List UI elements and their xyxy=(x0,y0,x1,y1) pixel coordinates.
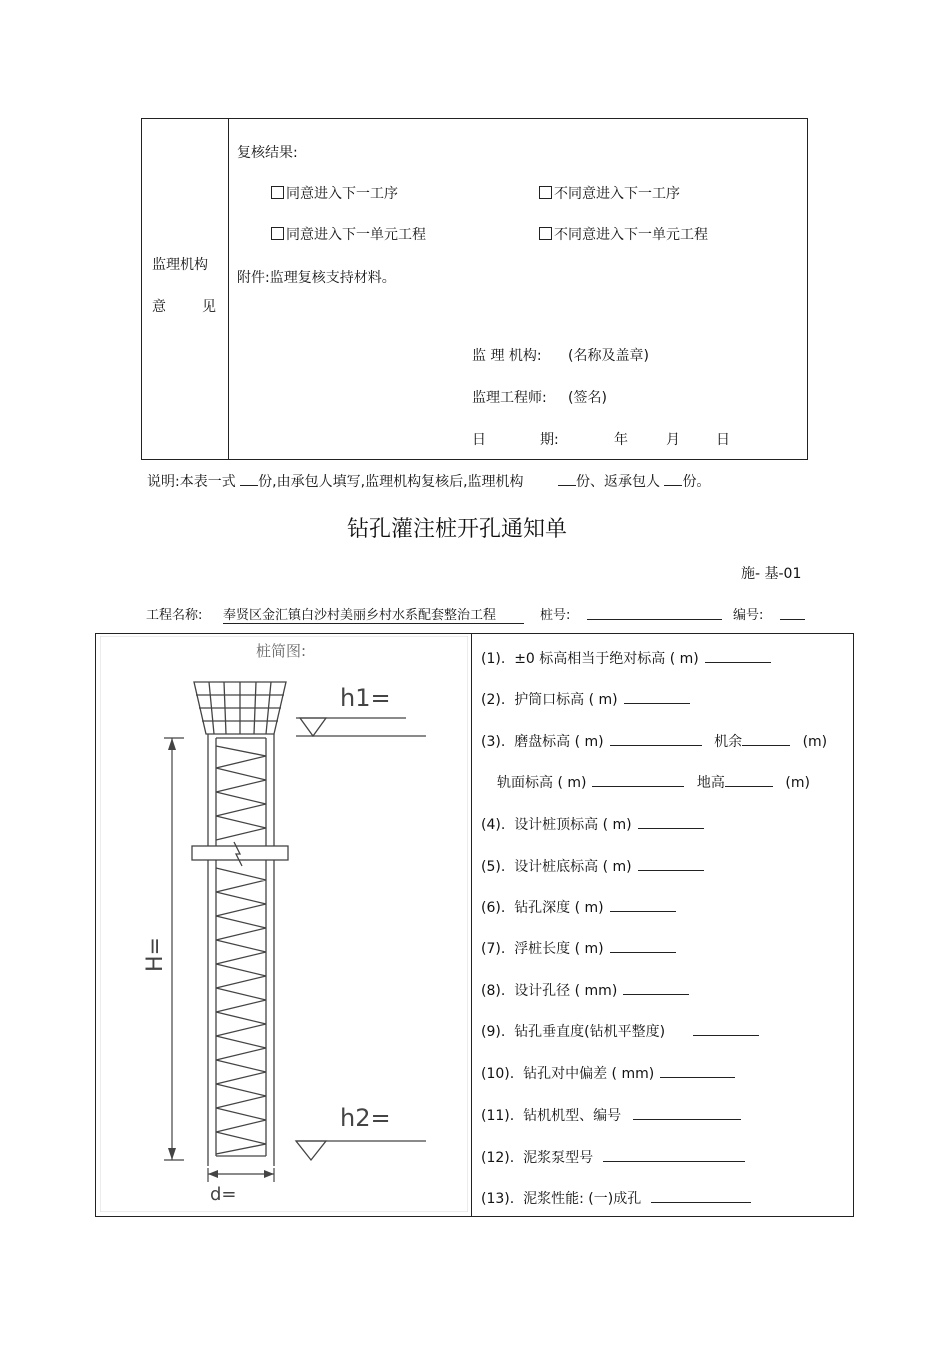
item-1-field[interactable] xyxy=(705,648,771,663)
review-label-char-b: 见 xyxy=(202,299,216,315)
pile-no-label: 桩号: xyxy=(540,608,571,623)
item-3b-field[interactable] xyxy=(592,772,684,787)
note-part2: 份,由承包人填写,监理机构复核后,监理机构 xyxy=(258,474,524,490)
item-label: 设计桩底标高 ( m) xyxy=(514,859,632,875)
note-part4: 份。 xyxy=(682,474,711,490)
pile-diagram xyxy=(100,636,468,1212)
item-2 xyxy=(481,689,690,709)
item-8-field[interactable] xyxy=(623,980,689,995)
item-number: (3). xyxy=(481,734,506,750)
engineer-value: (签名) xyxy=(568,390,607,406)
item-extra-unit: (m) xyxy=(785,775,810,791)
item-4 xyxy=(481,814,704,834)
item-number: (10). xyxy=(481,1066,515,1082)
date-label-a: 日 xyxy=(472,432,486,448)
form-code: 施- 基-01 xyxy=(741,566,802,582)
item-3b xyxy=(497,772,810,792)
copies-contractor-field[interactable] xyxy=(664,471,682,486)
item-extra-label: 地高 xyxy=(696,775,725,791)
date-year: 年 xyxy=(614,432,628,448)
item-label: 浮桩长度 ( m) xyxy=(514,941,604,957)
item-3b-extra-field[interactable] xyxy=(725,772,773,787)
item-4-field[interactable] xyxy=(638,814,704,829)
note-line xyxy=(147,471,710,491)
project-name-value: 奉贤区金汇镇白沙村美丽乡村水系配套整治工程 xyxy=(223,604,524,624)
h2-label: h2= xyxy=(340,1104,391,1132)
d-label: d= xyxy=(210,1184,237,1205)
item-6 xyxy=(481,897,676,917)
pile-no-field[interactable] xyxy=(587,605,722,620)
option-agree-next-unit[interactable] xyxy=(271,224,426,244)
item-label: 泥浆泵型号 xyxy=(523,1150,594,1166)
review-table-divider xyxy=(228,118,229,459)
item-7-field[interactable] xyxy=(610,938,676,953)
date-month: 月 xyxy=(666,432,680,448)
review-label-line1: 监理机构 xyxy=(152,257,208,273)
item-3 xyxy=(481,731,827,751)
option-agree-next-process[interactable] xyxy=(271,183,398,203)
item-label: 磨盘标高 ( m) xyxy=(514,734,604,750)
item-6-field[interactable] xyxy=(610,897,676,912)
item-12 xyxy=(481,1147,745,1167)
checkbox[interactable] xyxy=(539,186,552,199)
org-label: 监 理 机构: xyxy=(472,348,542,364)
engineer-label: 监理工程师: xyxy=(472,390,547,406)
item-number: (4). xyxy=(481,817,506,833)
main-table-divider xyxy=(471,633,472,1216)
copies-supervisor-field[interactable] xyxy=(558,471,576,486)
item-number: (12). xyxy=(481,1150,515,1166)
item-number: (9). xyxy=(481,1024,506,1040)
option-label: 不同意进入下一工序 xyxy=(554,186,680,202)
item-label: ±0 标高相当于绝对标高 ( m) xyxy=(514,651,699,667)
item-3-field[interactable] xyxy=(610,731,702,746)
review-result-label: 复核结果: xyxy=(237,145,298,161)
item-label: 钻孔深度 ( m) xyxy=(514,900,604,916)
item-10 xyxy=(481,1063,735,1083)
item-number: (5). xyxy=(481,859,506,875)
item-label: 设计桩顶标高 ( m) xyxy=(514,817,632,833)
h-label: H= xyxy=(143,937,168,972)
item-label: 护筒口标高 ( m) xyxy=(514,692,618,708)
item-label: 钻孔对中偏差 ( mm) xyxy=(523,1066,655,1082)
date-day: 日 xyxy=(716,432,730,448)
checkbox[interactable] xyxy=(271,227,284,240)
item-3-extra-field[interactable] xyxy=(742,731,790,746)
item-number: (2). xyxy=(481,692,506,708)
item-label: 钻机机型、编号 xyxy=(523,1108,622,1124)
date-label-b: 期: xyxy=(540,432,559,448)
h1-label: h1= xyxy=(340,684,391,712)
item-number: (13). xyxy=(481,1191,515,1207)
note-part1: 说明:本表一式 xyxy=(147,474,236,490)
option-disagree-next-unit[interactable] xyxy=(539,224,708,244)
item-5 xyxy=(481,856,704,876)
project-name-label: 工程名称: xyxy=(146,608,203,623)
item-13-field[interactable] xyxy=(651,1188,751,1203)
option-label: 同意进入下一工序 xyxy=(286,186,398,202)
serial-field[interactable] xyxy=(780,605,805,620)
item-11 xyxy=(481,1105,741,1125)
item-extra-unit: (m) xyxy=(802,734,828,750)
item-number: (11). xyxy=(481,1108,515,1124)
option-label: 不同意进入下一单元工程 xyxy=(554,227,708,243)
form-title: 钻孔灌注桩开孔通知单 xyxy=(347,517,568,542)
item-number: (1). xyxy=(481,651,506,667)
note-part3: 份、返承包人 xyxy=(575,474,660,490)
org-value: (名称及盖章) xyxy=(568,348,649,364)
checkbox[interactable] xyxy=(271,186,284,199)
item-number: (6). xyxy=(481,900,506,916)
item-8 xyxy=(481,980,689,1000)
option-label: 同意进入下一单元工程 xyxy=(286,227,426,243)
checkbox[interactable] xyxy=(539,227,552,240)
item-label: 轨面标高 ( m) xyxy=(497,775,587,791)
item-9-field[interactable] xyxy=(693,1021,759,1036)
item-number: (7). xyxy=(481,941,506,957)
review-table xyxy=(141,118,808,460)
item-11-field[interactable] xyxy=(633,1105,741,1120)
diagram-caption: 桩简图: xyxy=(256,642,307,660)
copies-total-field[interactable] xyxy=(240,471,258,486)
item-5-field[interactable] xyxy=(638,856,704,871)
item-label: 泥浆性能: (一)成孔 xyxy=(523,1191,642,1207)
item-10-field[interactable] xyxy=(660,1063,735,1078)
review-label-char-a: 意 xyxy=(152,299,166,315)
option-disagree-next-process[interactable] xyxy=(539,183,680,203)
item-label: 设计孔径 ( mm) xyxy=(514,983,618,999)
item-9 xyxy=(481,1021,759,1041)
item-7 xyxy=(481,938,676,958)
item-extra-label: 机余 xyxy=(714,734,743,750)
serial-label: 编号: xyxy=(733,608,764,623)
item-label: 钻孔垂直度(钻机平整度) xyxy=(514,1024,666,1040)
item-1 xyxy=(481,648,771,668)
review-attachment: 附件:监理复核支持材料。 xyxy=(237,270,396,286)
item-12-field[interactable] xyxy=(603,1147,745,1162)
item-number: (8). xyxy=(481,983,506,999)
item-13 xyxy=(481,1188,751,1208)
item-2-field[interactable] xyxy=(624,689,690,704)
